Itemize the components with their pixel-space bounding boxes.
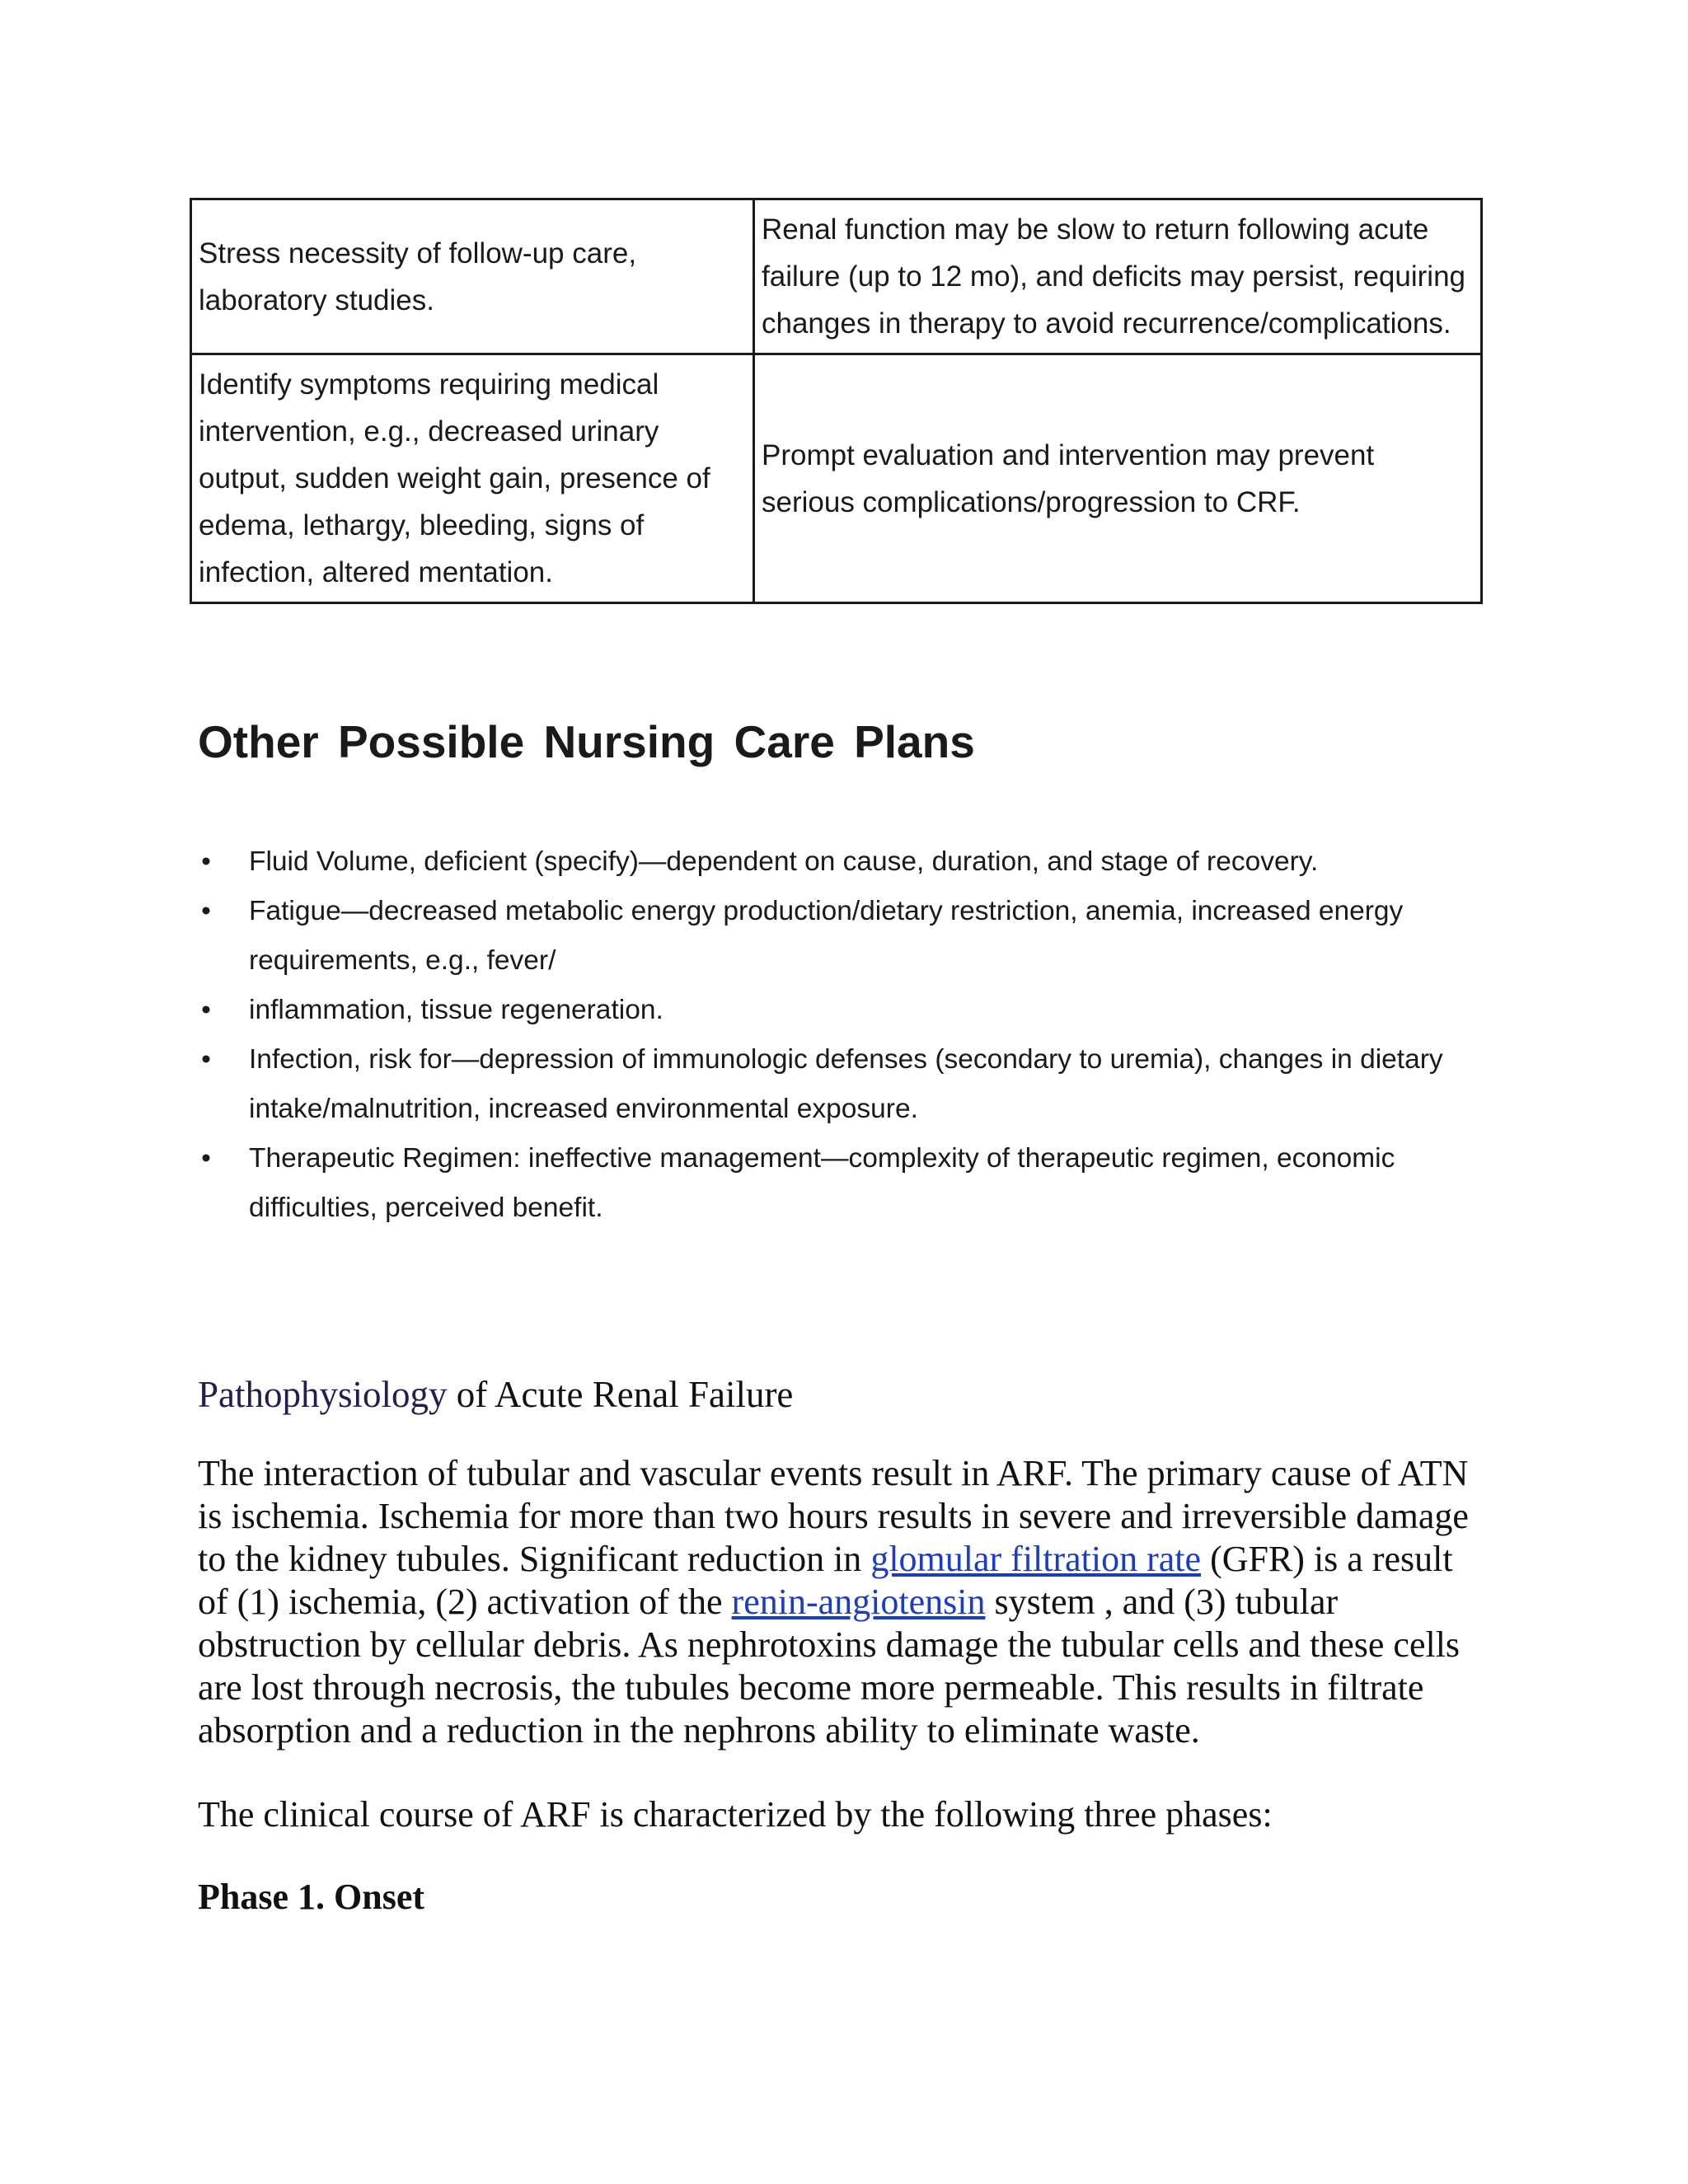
list-item xyxy=(198,986,1500,1035)
table-row xyxy=(191,354,1482,603)
heading-rest: of Acute Renal Failure xyxy=(447,1374,794,1415)
list-item-text: Infection, risk for—depression of immunologic defenses (secondary to uremia), changes in dietary intake/malnutrition, increased environmental exposure. xyxy=(249,1044,1443,1124)
section-heading-pathophysiology xyxy=(198,1373,793,1416)
link-glomular-filtration-rate[interactable]: glomular filtration rate xyxy=(870,1539,1202,1579)
bullet-icon: • xyxy=(201,896,211,926)
table-cell-rationale: Prompt evaluation and intervention may prevent serious complications/progression to CRF. xyxy=(754,354,1482,603)
list-item xyxy=(198,837,1500,887)
heading-lead-word: Pathophysiology xyxy=(198,1374,448,1415)
bullet-icon: • xyxy=(201,1044,211,1075)
list-item-text: Fatigue—decreased metabolic energy production/dietary restriction, anemia, increased energy requirements, e.g., fever/ xyxy=(249,896,1404,976)
bullet-icon: • xyxy=(201,846,211,877)
pathophysiology-paragraph xyxy=(198,1452,1492,1752)
table-cell-action: Stress necessity of follow-up care, laboratory studies. xyxy=(191,199,754,354)
clinical-course-paragraph: The clinical course of ARF is characterized by the following three phases: xyxy=(198,1794,1273,1835)
list-item-text: Fluid Volume, deficient (specify)—dependent on cause, duration, and stage of recovery. xyxy=(249,846,1319,877)
list-item xyxy=(198,1134,1500,1233)
section-heading-plans: Other Possible Nursing Care Plans xyxy=(198,716,975,767)
list-item xyxy=(198,887,1500,986)
table-cell-action: Identify symptoms requiring medical intervention, e.g., decreased urinary output, sudden weight gain, presence of edema, lethargy, bleeding, signs of infection, altered mentation. xyxy=(191,354,754,603)
link-renin-angiotensin[interactable]: renin-angiotensin xyxy=(731,1582,986,1622)
care-plan-table xyxy=(190,198,1483,604)
bullet-icon: • xyxy=(201,1143,211,1174)
list-item xyxy=(198,1035,1500,1134)
table-cell-rationale: Renal function may be slow to return following acute failure (up to 12 mo), and deficits may persist, requiring changes in therapy to avoid recurrence/complications. xyxy=(754,199,1482,354)
phase-heading: Phase 1. Onset xyxy=(198,1877,424,1917)
table-row xyxy=(191,199,1482,354)
paragraph-text: The interaction of tubular and vascular events result in ARF. The primary cause of ATN is ischemia. Ischemia for more than two hours results in severe and irreversible damage to the kidney tubules. Significant reduction in xyxy=(198,1453,1469,1579)
list-item-text: inflammation, tissue regeneration. xyxy=(249,995,663,1025)
bullet-icon: • xyxy=(201,995,211,1025)
care-plans-list xyxy=(198,837,1500,1233)
list-item-text: Therapeutic Regimen: ineffective management—complexity of therapeutic regimen, economic difficulties, perceived benefit. xyxy=(249,1143,1395,1223)
paragraph-text: system , and (3) tubular obstruction by cellular debris. As nephrotoxins damage the tubular cells and these cells are lost through necrosis, the tubules become more permeable. This results in filtrate absorption and a reduction in the nephrons ability to eliminate waste. xyxy=(198,1582,1461,1750)
paragraph-text: (GFR) is a result of (1) ischemia, (2) activation of the xyxy=(198,1539,1453,1622)
